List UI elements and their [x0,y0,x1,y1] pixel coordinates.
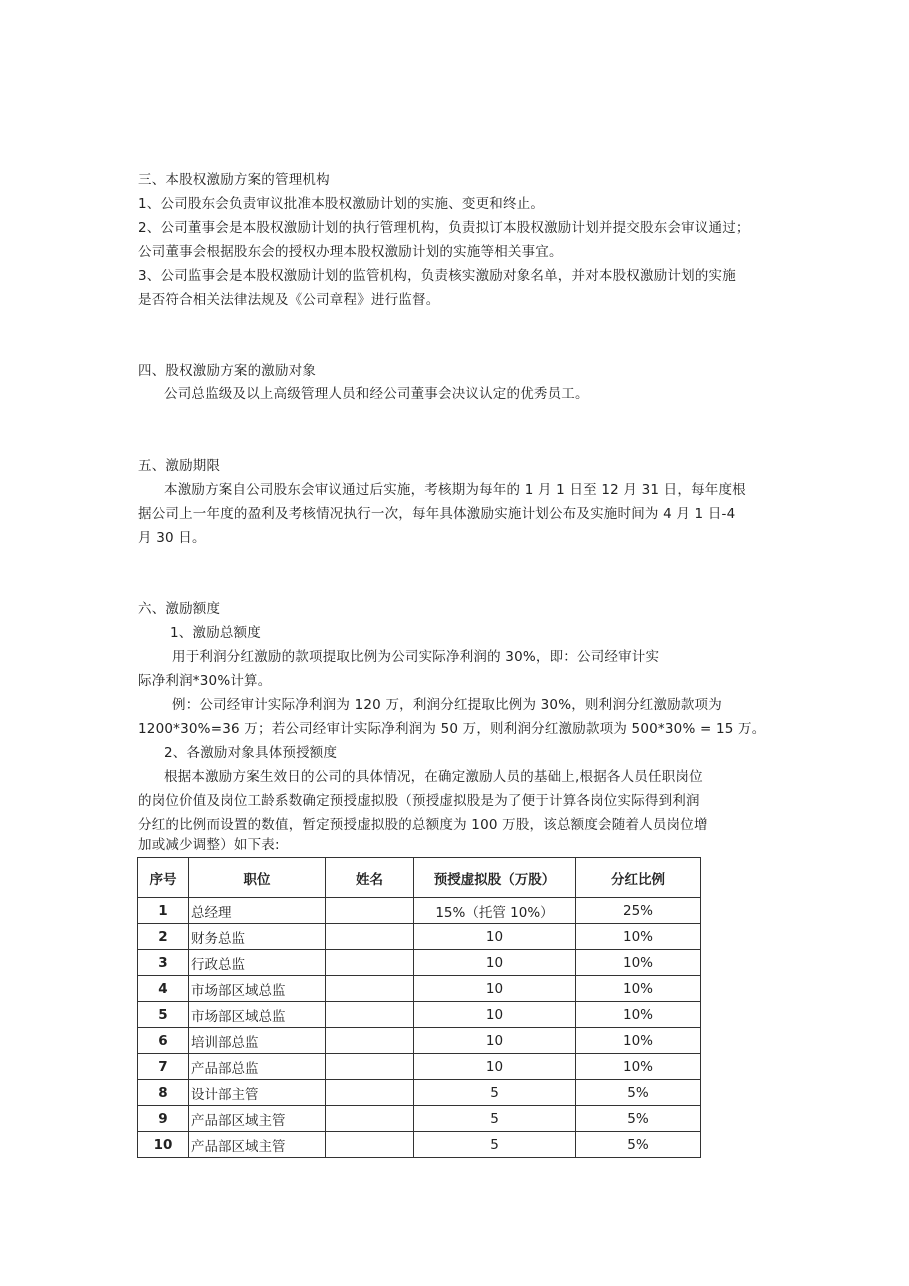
section-4-paragraph: 公司总监级及以上高级管理人员和经公司董事会决议认定的优秀员工。 [164,386,589,402]
row-index: 8 [138,1080,189,1106]
row-dividend-ratio: 10% [576,976,701,1002]
section-6-paragraph-1a: 用于利润分红激励的款项提取比例为公司实际净利润的 30%，即：公司经审计实 [172,649,660,665]
row-position: 财务总监 [189,924,326,950]
row-dividend-ratio: 10% [576,924,701,950]
row-position: 产品部总监 [189,1054,326,1080]
section-3-title: 三、本股权激励方案的管理机构 [138,172,330,188]
row-index: 10 [138,1132,189,1158]
row-virtual-shares: 10 [414,976,576,1002]
section-6-paragraph-3d: 加或减少调整）如下表: [138,837,280,853]
section-6-title: 六、激励额度 [138,601,221,617]
row-index: 4 [138,976,189,1002]
row-index: 2 [138,924,189,950]
row-position: 产品部区域主管 [189,1106,326,1132]
row-dividend-ratio: 10% [576,950,701,976]
section-3-paragraph-3b: 是否符合相关法律法规及《公司章程》进行监督。 [138,292,440,308]
section-6-paragraph-2b: 1200*30%=36 万；若公司经审计实际净利润为 50 万，则利润分红激励款项为 500*30% = 15 万。 [138,721,766,737]
row-name [326,1080,414,1106]
row-virtual-shares: 10 [414,950,576,976]
row-dividend-ratio: 5% [576,1132,701,1158]
table-row [138,1054,701,1080]
table-row [138,1002,701,1028]
table-row [138,950,701,976]
table-row [138,1028,701,1054]
row-virtual-shares: 10 [414,1028,576,1054]
table-row [138,976,701,1002]
row-virtual-shares: 10 [414,1054,576,1080]
row-name [326,950,414,976]
row-virtual-shares: 10 [414,924,576,950]
row-name [326,1132,414,1158]
row-name [326,1028,414,1054]
section-3-paragraph-3a: 3、公司监事会是本股权激励计划的监管机构，负责核实激励对象名单，并对本股权激励计划的实施 [138,268,736,284]
row-position: 市场部区域总监 [189,976,326,1002]
header-name: 姓名 [326,858,414,898]
section-3-paragraph-2b: 公司董事会根据股东会的授权办理本股权激励计划的实施等相关事宜。 [138,244,563,260]
section-6-paragraph-3c: 分红的比例而设置的数值，暂定预授虚拟股的总额度为 100 万股，该总额度会随着人员岗位增 [138,817,708,833]
section-6-subtitle-1: 1、激励总额度 [170,625,261,641]
row-position: 行政总监 [189,950,326,976]
row-index: 6 [138,1028,189,1054]
row-index: 7 [138,1054,189,1080]
table-row [138,1080,701,1106]
row-position: 设计部主管 [189,1080,326,1106]
row-name [326,1106,414,1132]
section-4-title: 四、股权激励方案的激励对象 [138,363,317,379]
header-position: 职位 [189,858,326,898]
section-3-paragraph-2a: 2、公司董事会是本股权激励计划的执行管理机构，负责拟订本股权激励计划并提交股东会审议通过； [138,220,750,236]
row-position: 总经理 [189,898,326,924]
section-5-paragraph-a: 本激励方案自公司股东会审议通过后实施，考核期为每年的 1 月 1 日至 12 月 31 日，每年度根 [164,482,746,498]
row-dividend-ratio: 5% [576,1106,701,1132]
table-row [138,898,701,924]
row-dividend-ratio: 25% [576,898,701,924]
row-position: 市场部区域总监 [189,1002,326,1028]
row-position: 培训部总监 [189,1028,326,1054]
header-index: 序号 [138,858,189,898]
section-5-paragraph-c: 月 30 日。 [138,530,206,546]
row-index: 3 [138,950,189,976]
section-6-paragraph-3b: 的岗位价值及岗位工龄系数确定预授虚拟股（预授虚拟股是为了便于计算各岗位实际得到利润 [138,793,700,809]
section-5-title: 五、激励期限 [138,458,221,474]
section-6-paragraph-3a: 根据本激励方案生效日的公司的具体情况，在确定激励人员的基础上,根据各人员任职岗位 [164,769,703,785]
row-virtual-shares: 5 [414,1106,576,1132]
row-dividend-ratio: 10% [576,1028,701,1054]
section-3-paragraph-1: 1、公司股东会负责审议批准本股权激励计划的实施、变更和终止。 [138,196,545,212]
row-name [326,976,414,1002]
row-virtual-shares: 5 [414,1080,576,1106]
row-name [326,1054,414,1080]
row-dividend-ratio: 10% [576,1054,701,1080]
section-6-paragraph-2a: 例：公司经审计实际净利润为 120 万，利润分红提取比例为 30%，则利润分红激励款项为 [172,697,722,713]
section-6-paragraph-1b: 际净利润*30%计算。 [138,673,272,689]
row-name [326,898,414,924]
header-virtual-shares: 预授虚拟股（万股） [414,858,576,898]
row-name [326,924,414,950]
header-dividend-ratio: 分红比例 [576,858,701,898]
allocation-table [137,857,701,1158]
row-dividend-ratio: 5% [576,1080,701,1106]
row-index: 5 [138,1002,189,1028]
table-row [138,924,701,950]
row-virtual-shares: 10 [414,1002,576,1028]
row-position: 产品部区域主管 [189,1132,326,1158]
table-row [138,1106,701,1132]
table-row [138,1132,701,1158]
table-header-row [138,858,701,898]
section-5-paragraph-b: 据公司上一年度的盈利及考核情况执行一次，每年具体激励实施计划公布及实施时间为 4 月 1 日-4 [138,506,736,522]
row-virtual-shares: 15%（托管 10%） [414,898,576,924]
row-name [326,1002,414,1028]
row-index: 9 [138,1106,189,1132]
row-dividend-ratio: 10% [576,1002,701,1028]
row-virtual-shares: 5 [414,1132,576,1158]
section-6-subtitle-2: 2、各激励对象具体预授额度 [164,745,338,761]
row-index: 1 [138,898,189,924]
